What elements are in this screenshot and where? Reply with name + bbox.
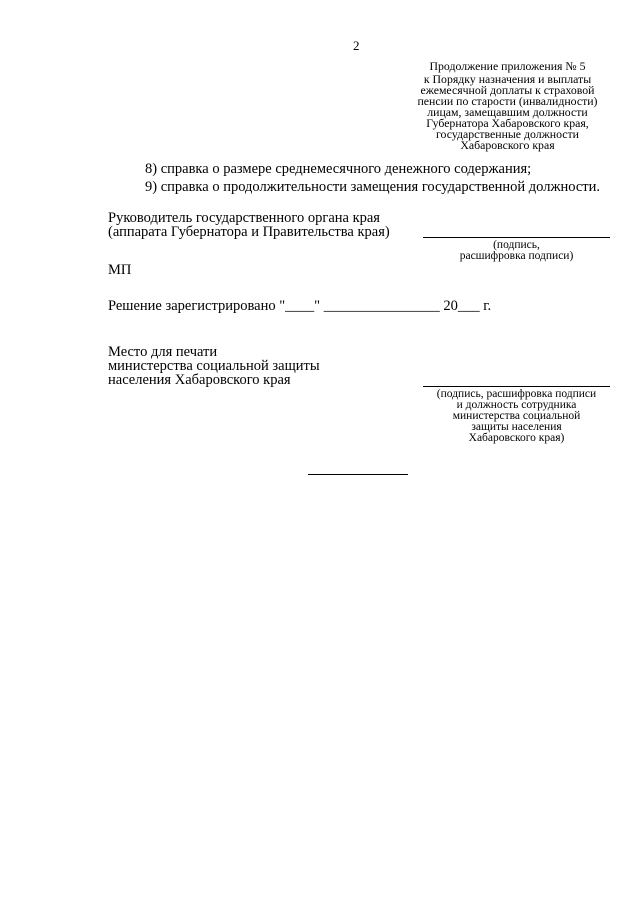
signature-line <box>423 386 610 387</box>
head-title-line: (аппарата Губернатора и Правительства края) <box>108 224 390 240</box>
header-line: Хабаровского края <box>460 138 555 152</box>
header-line: Губернатора Хабаровского края, <box>426 116 589 130</box>
header-line: лицам, замещавшим должности <box>427 105 588 119</box>
list-item: 9) справка о продолжительности замещения государственной должности. <box>145 179 601 195</box>
page-number: 2 <box>353 38 360 53</box>
end-divider <box>308 474 408 475</box>
stamp-line: министерства социальной защиты <box>108 358 320 374</box>
header-line: пенсии по старости (инвалидности) <box>417 94 598 108</box>
caption-line: расшифровка подписи) <box>459 250 574 262</box>
header-line: государственные должности <box>436 127 579 141</box>
signature-line <box>423 237 610 238</box>
mp-label: МП <box>108 262 132 278</box>
header-line: к Порядку назначения и выплаты <box>423 72 592 86</box>
stamp-line: Место для печати <box>108 344 218 360</box>
caption-line: министерства социальной <box>452 410 581 422</box>
stamp-line: населения Хабаровского края <box>108 372 291 388</box>
signature-caption <box>415 389 618 444</box>
registration-line: Решение зарегистрировано "____" ________________ 20___ г. <box>108 298 492 314</box>
caption-line: Хабаровского края) <box>468 432 565 444</box>
header-line: ежемесячной доплаты к страховой <box>420 83 595 97</box>
list-item: 8) справка о размере среднемесячного денежного содержания; <box>145 161 532 177</box>
caption-line: и должность сотрудника <box>456 399 577 411</box>
appendix-header <box>400 61 615 151</box>
head-title-line: Руководитель государственного органа края <box>108 210 380 226</box>
caption-line: (подпись, расшифровка подписи <box>436 388 597 400</box>
signature-caption <box>423 240 610 262</box>
caption-line: (подпись, <box>493 239 540 251</box>
caption-line: защиты населения <box>471 421 562 433</box>
header-line: Продолжение приложения № 5 <box>429 59 586 73</box>
